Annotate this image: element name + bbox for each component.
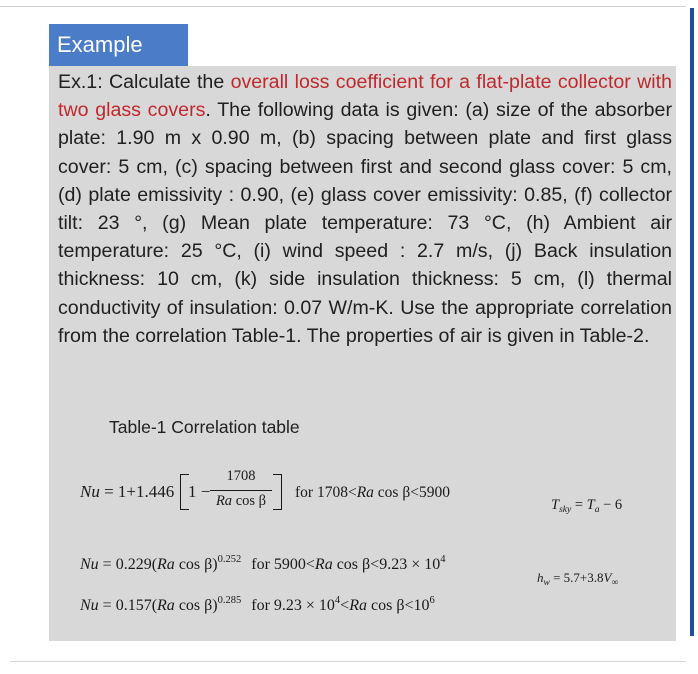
problem-intro: Ex.1: Calculate the [58,71,231,93]
problem-statement [58,68,672,350]
bottom-divider [10,661,686,662]
eq1-condition: for 1708<Ra cos β<5900 [295,484,450,501]
example-content-panel [49,66,676,641]
eq1-denominator: Ra cos β [215,493,267,509]
top-divider [0,6,686,7]
example-heading: Example [49,24,188,66]
wind-coefficient-equation: $h_w = 5.7+3.8V_\infty$ [537,570,619,588]
eq1-lhs: Nu = 1+1.446 [80,482,175,501]
correlation-equation-3: Nu = 0.157(Ra cos β)$^{0.285}$ for $9.23 \times 10^4<Ra$ $\cos \beta<10^6$ [80,595,435,614]
problem-highlight: overall loss coefficient for a flat-plate collector with two glass covers [58,71,672,122]
eq2-condition: for 5900<Ra $\cos \beta<9.23 \times 10^4$ [251,554,446,573]
eq1-one-minus: 1 − [188,482,211,501]
correlation-equation-2: Nu = 0.229(Ra cos β)$^{0.252}$ for 5900<Ra $\cos \beta<9.23 \times 10^4$ [80,554,446,573]
eq1-numerator: 1708 [226,468,256,484]
problem-body: . The following data is given: (a) size of the absorber plate: 1.90 m x 0.90 m, (b) spacing between plate and first glass cover: 5 cm, (c) spacing between first and second glass cover: 5 cm, (d) plate emissivity : 0.90, (e) glass cover emissivity: 0.85, (f) collector tilt: 23 °, (g) Mean plate temperature: 73 °C, (h) Ambient air temperature: 25 °C, (i) wind speed : 2.7 m/s, (j) Back insulation thickness: 10 cm, (k) side insulation thickness: 5 cm, (l) thermal conductivity of insulation: 0.07 W/m-K. Use the appropriate correlation from the correlation Table-1. The properties of air is given in Table-2. [58,99,672,347]
eq1-right-bracket [273,474,282,510]
table-title: Table-1 Correlation table [109,417,300,437]
sky-temperature-equation: $T_{sky} = T_a - 6$ [551,497,623,515]
eq1-fraction-bar [210,490,272,491]
eq3-condition: for $9.23 \times 10^4<Ra$ $\cos \beta<10^6$ [251,595,435,614]
accent-bar [690,8,694,636]
